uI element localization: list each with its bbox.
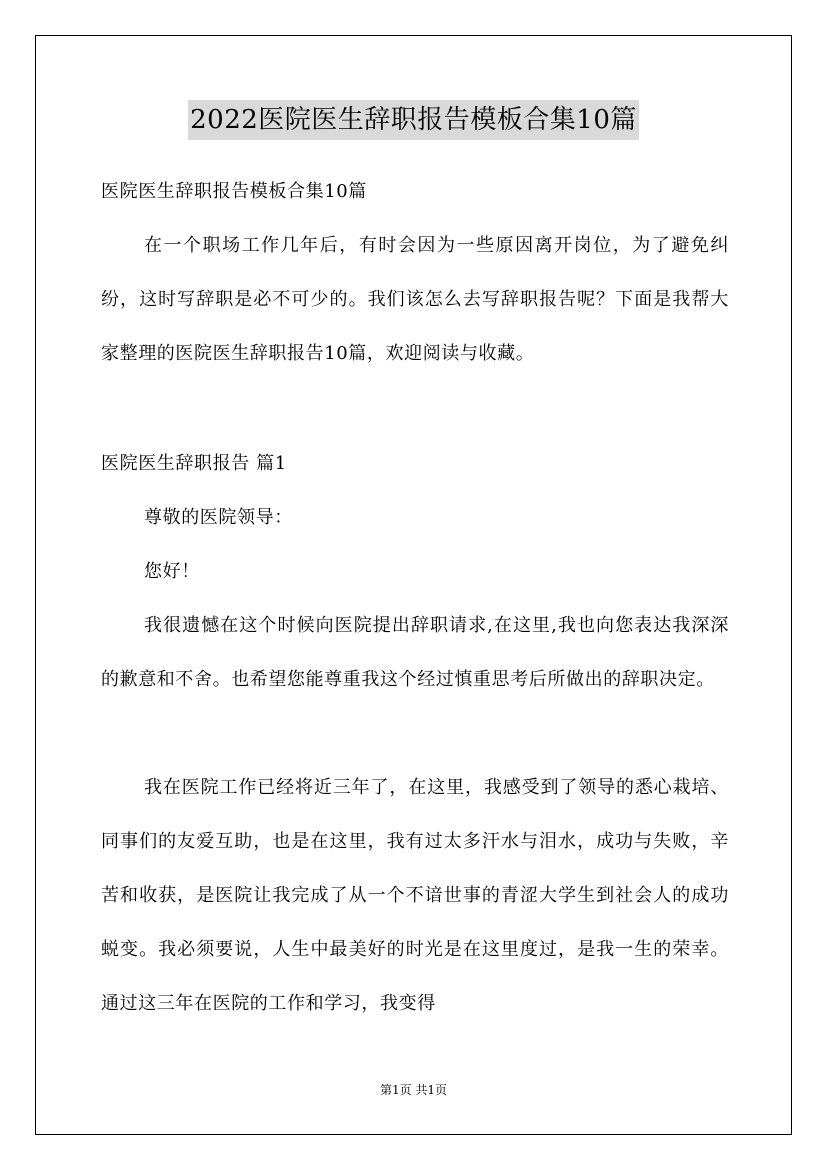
page-footer: 第1页 共1页 (379, 1083, 448, 1097)
body-paragraph-2: 我在医院工作已经将近三年了，在这里，我感受到了领导的悉心栽培、同事们的友爱互助，也是在这里，我有过太多汗水与泪水，成功与失败，辛苦和收获，是医院让我完成了从一个不谙世事的青涩大学生到社会人的成功蜕变。我必须要说，人生中最美好的时光是在这里度过，是我一生的荣幸。通过这三年在医院的工作和学习，我变得 (101, 777, 729, 1014)
document-title-wrap (0, 100, 827, 140)
body-paragraph-1: 我很遗憾在这个时候向医院提出辞职请求,在这里,我也向您表达我深深的歉意和不舍。也希望您能尊重我这个经过慎重思考后所做出的辞职决定。 (101, 615, 729, 690)
intro-paragraph: 在一个职场工作几年后，有时会因为一些原因离开岗位，为了避免纠纷，这时写辞职是必不可少的。我们该怎么去写辞职报告呢？下面是我帮大家整理的医院医生辞职报告10篇，欢迎阅读与收藏。 (101, 235, 729, 364)
salutation-paragraph: 尊敬的医院领导： (144, 507, 293, 528)
section-heading: 医院医生辞职报告 篇1 (101, 453, 287, 474)
greeting-paragraph: 您好！ (144, 561, 200, 582)
document-title: 2022医院医生辞职报告模板合集10篇 (188, 100, 639, 140)
subtitle-paragraph: 医院医生辞职报告模板合集10篇 (101, 181, 367, 202)
